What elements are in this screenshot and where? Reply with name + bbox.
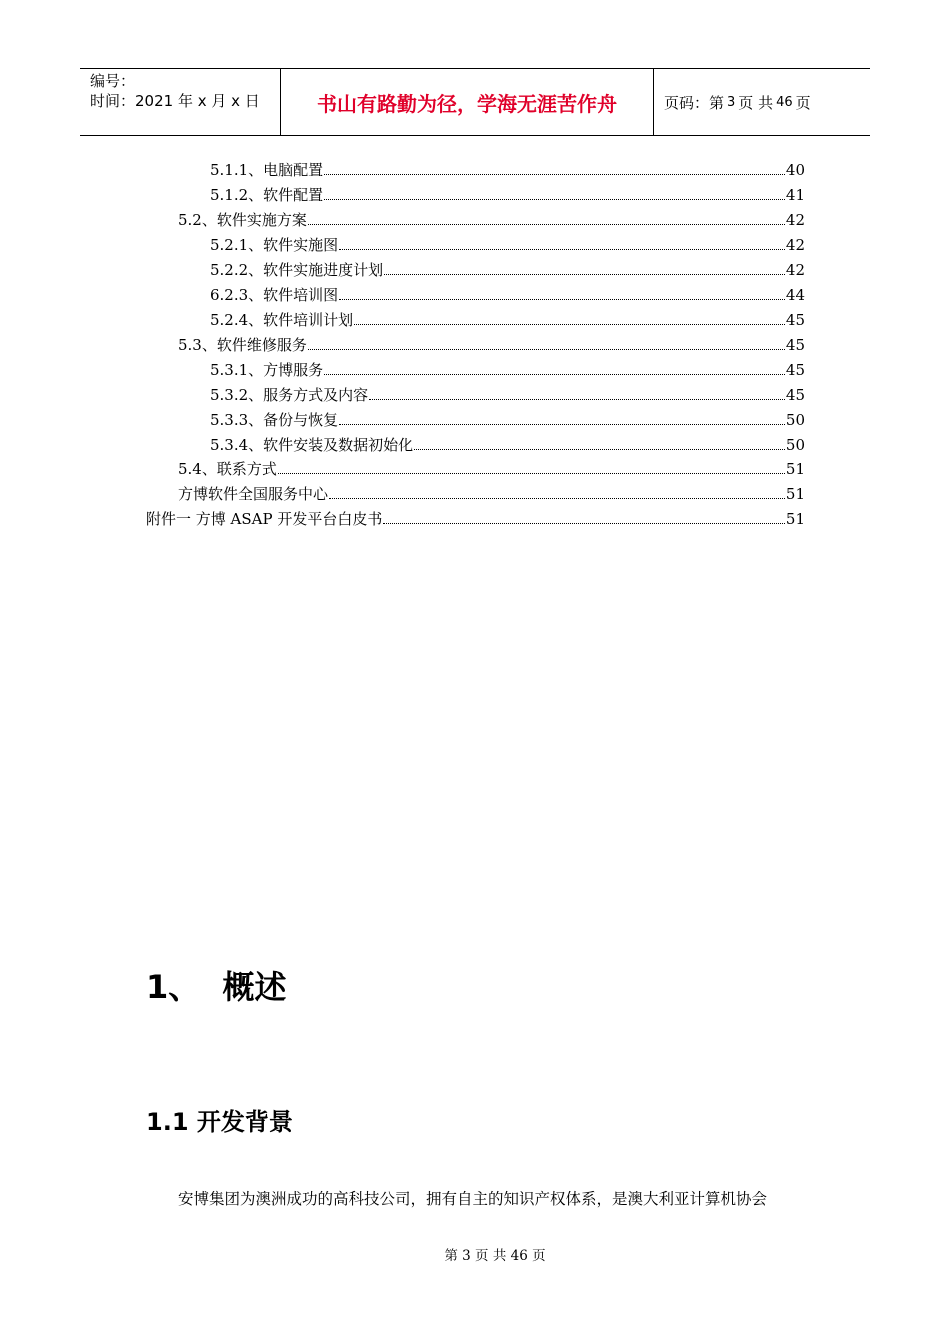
toc-entry-title: 5.2.2、软件实施进度计划 [210,261,384,279]
toc-leader [354,323,785,325]
toc-leader [383,522,785,524]
toc-entry-title: 5.3.3、备份与恢复 [210,411,339,429]
toc-leader [324,198,785,200]
toc-entry-page: 42 [785,236,805,254]
toc-entry-title: 5.2.4、软件培训计划 [210,311,354,329]
toc-entry-page: 45 [785,386,805,404]
toc-entry[interactable] [146,507,805,531]
toc-entry-page: 42 [785,261,805,279]
page-prefix: 页码：第 [664,93,725,112]
toc-leader [369,398,785,400]
toc-entry[interactable] [210,158,805,182]
toc-entry[interactable] [210,258,805,282]
page-suffix: 页 [795,93,811,112]
toc-entry-page: 41 [785,186,805,204]
toc-entry-title: 5.1.1、电脑配置 [210,161,324,179]
toc-entry-page: 50 [785,436,805,454]
header-meta-cell [80,69,281,135]
toc-entry[interactable] [210,283,805,307]
toc-leader [339,423,785,425]
toc-entry-title: 5.4、联系方式 [178,460,277,478]
header-motto: 书山有路勤为径，学海无涯苦作舟 [281,69,654,135]
toc-entry-page: 42 [785,211,805,229]
toc-leader [278,472,785,474]
page-total: 46 [776,94,793,110]
page-mid: 页 共 [738,93,774,112]
toc-entry-title: 5.1.2、软件配置 [210,186,324,204]
toc-leader [308,223,785,225]
toc-entry-page: 45 [785,311,805,329]
toc-entry-title: 5.3.1、方博服务 [210,361,324,379]
body-paragraph: 安博集团为澳洲成功的高科技公司，拥有自主的知识产权体系，是澳大利亚计算机协会 [178,1190,768,1208]
toc-leader [324,373,785,375]
toc-entry-title: 5.3.2、服务方式及内容 [210,386,369,404]
page-footer: 第 3 页 共 46 页 [444,1248,546,1264]
toc-leader [339,248,785,250]
toc-entry[interactable] [210,408,805,432]
date-label: 时间：2021 年 x 月 x 日 [90,92,260,110]
toc-entry[interactable] [178,333,805,357]
toc-leader [414,448,785,450]
toc-entry[interactable] [210,183,805,207]
toc-leader [329,497,785,499]
toc-entry[interactable] [210,308,805,332]
toc-entry-page: 44 [785,286,805,304]
toc-entry-title: 6.2.3、软件培训图 [210,286,339,304]
page-current: 3 [727,94,736,110]
toc-entry-title: 附件一 方博 ASAP 开发平台白皮书 [146,510,383,528]
toc-leader [384,273,785,275]
toc-entry-title: 5.2、软件实施方案 [178,211,307,229]
toc-entry[interactable] [210,233,805,257]
toc-leader [339,298,785,300]
toc-entry-page: 51 [785,485,805,503]
toc-entry-page: 50 [785,411,805,429]
toc-entry[interactable] [210,358,805,382]
header-page-number [654,69,870,135]
toc-entry-page: 51 [785,460,805,478]
toc-leader [324,173,785,175]
toc-entry[interactable] [178,482,805,506]
toc-entry-page: 45 [785,361,805,379]
toc-entry[interactable] [210,383,805,407]
toc-entry-title: 5.3.4、软件安装及数据初始化 [210,436,414,454]
page-header [80,68,870,136]
subsection-heading: 1.1 开发背景 [146,1108,293,1136]
toc-entry[interactable] [178,208,805,232]
section-heading: 1、 概述 [146,968,287,1006]
toc-entry-page: 51 [785,510,805,528]
toc-entry-page: 45 [785,336,805,354]
toc-entry-title: 5.2.1、软件实施图 [210,236,339,254]
toc-leader [308,348,785,350]
toc-entry[interactable] [210,433,805,457]
serial-number-label: 编号： [90,72,136,90]
toc-entry-title: 5.3、软件维修服务 [178,336,307,354]
toc-entry[interactable] [178,457,805,481]
toc-entry-title: 方博软件全国服务中心 [178,485,329,503]
toc-entry-page: 40 [785,161,805,179]
